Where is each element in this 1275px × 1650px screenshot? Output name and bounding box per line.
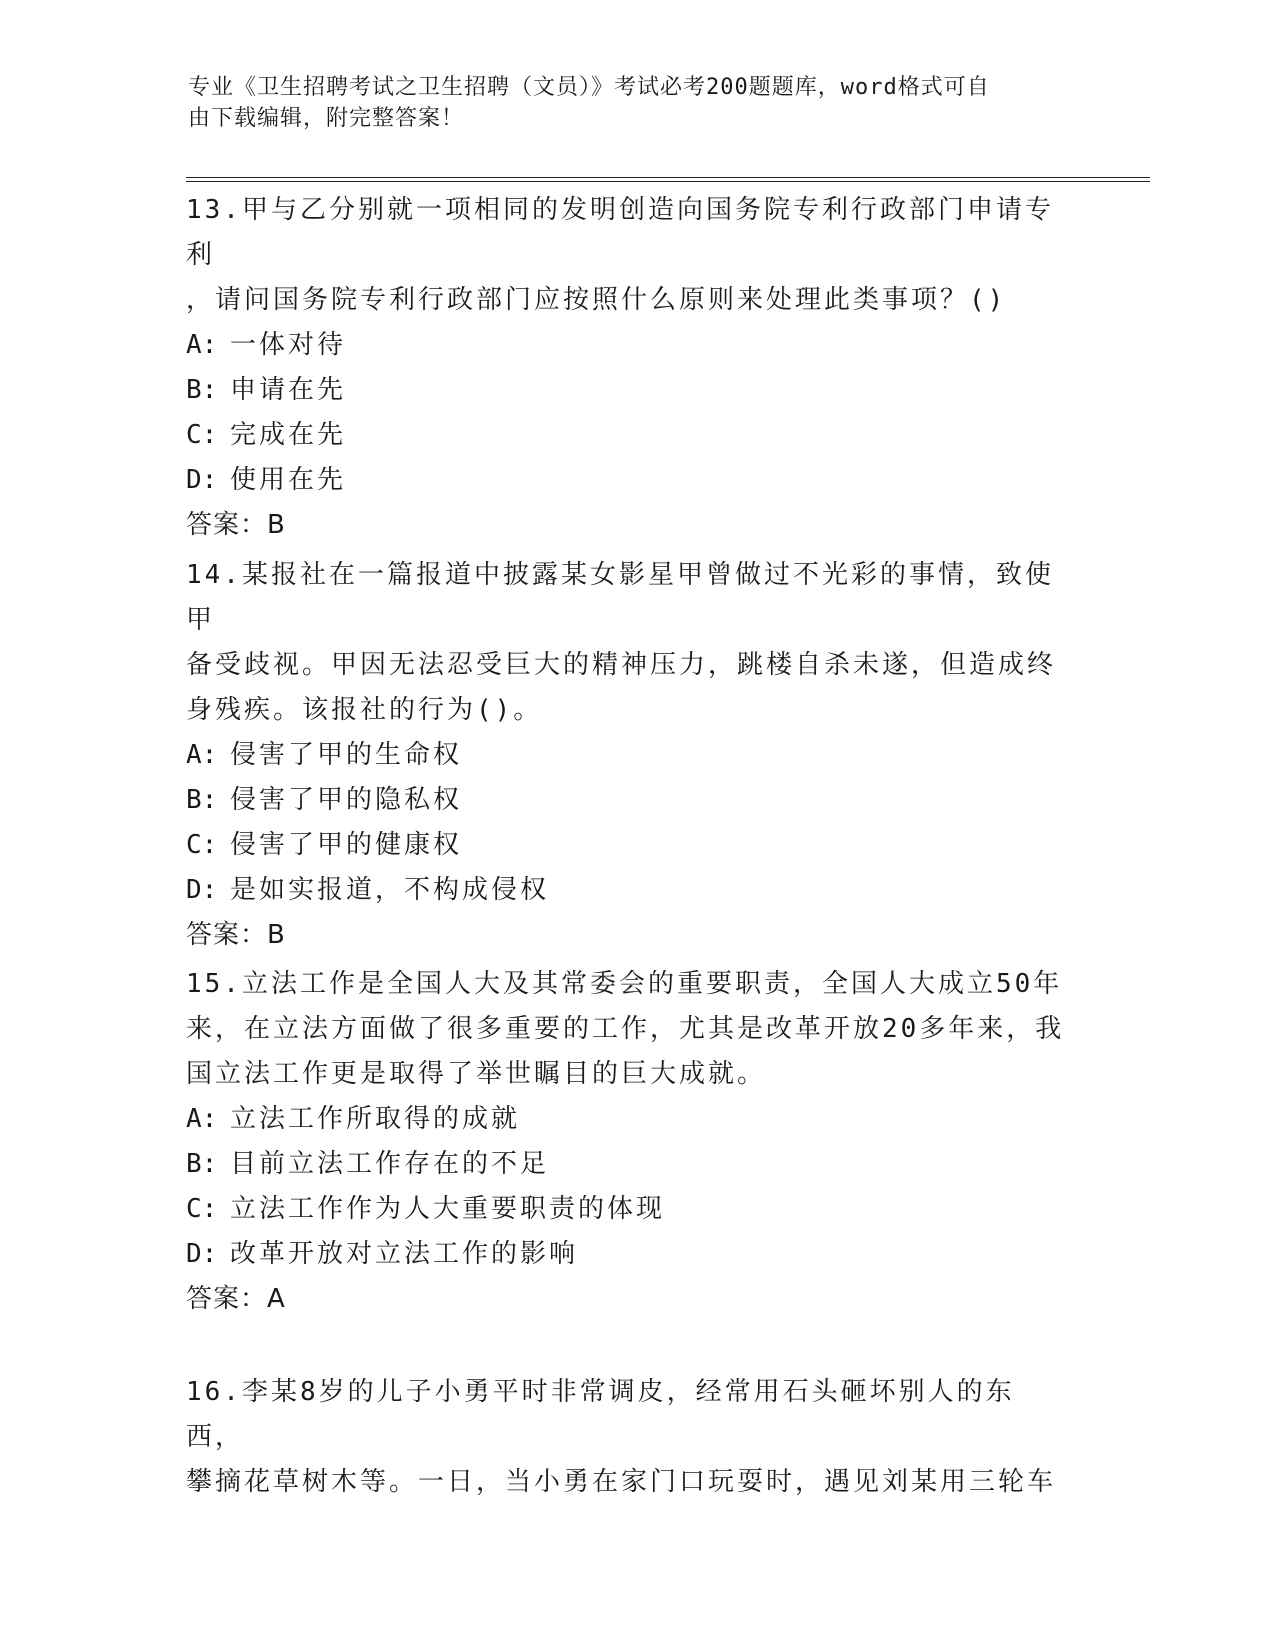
question-stem-line: 身残疾。该报社的行为()。 [186, 695, 543, 725]
header-divider-top [186, 177, 1150, 178]
option-text: 使用在先 [230, 465, 347, 495]
question-14 [186, 553, 1066, 958]
option-letter: C: [186, 420, 218, 450]
question-15 [186, 962, 1066, 1322]
option-a [186, 323, 1066, 368]
option-text: 侵害了甲的隐私权 [230, 785, 463, 815]
option-letter: B: [186, 785, 218, 815]
option-d [186, 1232, 1066, 1277]
header-line-1: 专业《卫生招聘考试之卫生招聘（文员）》考试必考200题题库，word格式可自 [188, 75, 990, 100]
option-b [186, 1142, 1066, 1187]
header-divider-bottom [186, 181, 1150, 182]
answer-line: 答案：B [186, 510, 286, 540]
question-stem-line: 15.立法工作是全国人大及其常委会的重要职责，全国人大成立50年 [186, 969, 1063, 999]
option-letter: A: [186, 740, 218, 770]
option-text: 改革开放对立法工作的影响 [230, 1239, 579, 1269]
option-letter: D: [186, 465, 218, 495]
question-stem-line: 16.李某8岁的儿子小勇平时非常调皮，经常用石头砸坏别人的东西， [186, 1377, 1015, 1452]
option-letter: B: [186, 375, 218, 405]
option-text: 申请在先 [230, 375, 347, 405]
option-b [186, 368, 1066, 413]
option-c [186, 1187, 1066, 1232]
option-a [186, 1097, 1066, 1142]
question-16 [186, 1370, 1066, 1505]
option-letter: C: [186, 830, 218, 860]
answer-line: 答案：B [186, 920, 286, 950]
option-letter: B: [186, 1149, 218, 1179]
option-text: 是如实报道，不构成侵权 [230, 875, 550, 905]
option-text: 一体对待 [230, 330, 347, 360]
question-stem-line: 攀摘花草树木等。一日，当小勇在家门口玩耍时，遇见刘某用三轮车 [186, 1467, 1057, 1497]
option-text: 目前立法工作存在的不足 [230, 1149, 550, 1179]
question-stem-line: 来，在立法方面做了很多重要的工作，尤其是改革开放20多年来，我 [186, 1014, 1065, 1044]
answer-line: 答案：A [186, 1284, 286, 1314]
option-b [186, 778, 1066, 823]
option-a [186, 733, 1066, 778]
option-c [186, 823, 1066, 868]
option-d [186, 868, 1066, 913]
document-header [188, 72, 1068, 134]
option-letter: D: [186, 875, 218, 905]
option-text: 立法工作作为人大重要职责的体现 [230, 1194, 666, 1224]
option-text: 侵害了甲的生命权 [230, 740, 463, 770]
question-13 [186, 188, 1066, 548]
option-letter: C: [186, 1194, 218, 1224]
option-letter: A: [186, 1104, 218, 1134]
option-text: 侵害了甲的健康权 [230, 830, 463, 860]
question-stem-line: ，请问国务院专利行政部门应按照什么原则来处理此类事项？() [186, 285, 1007, 315]
question-stem-line: 13.甲与乙分别就一项相同的发明创造向国务院专利行政部门申请专利 [186, 195, 1054, 270]
option-letter: D: [186, 1239, 218, 1269]
question-stem-line: 14.某报社在一篇报道中披露某女影星甲曾做过不光彩的事情，致使甲 [186, 560, 1054, 635]
header-line-2: 由下载编辑，附完整答案！ [188, 106, 465, 131]
option-text: 立法工作所取得的成就 [230, 1104, 521, 1134]
option-letter: A: [186, 330, 218, 360]
question-stem-line: 国立法工作更是取得了举世瞩目的巨大成就。 [186, 1059, 767, 1089]
question-stem-line: 备受歧视。甲因无法忍受巨大的精神压力，跳楼自杀未遂，但造成终 [186, 650, 1057, 680]
option-c [186, 413, 1066, 458]
option-d [186, 458, 1066, 503]
option-text: 完成在先 [230, 420, 347, 450]
